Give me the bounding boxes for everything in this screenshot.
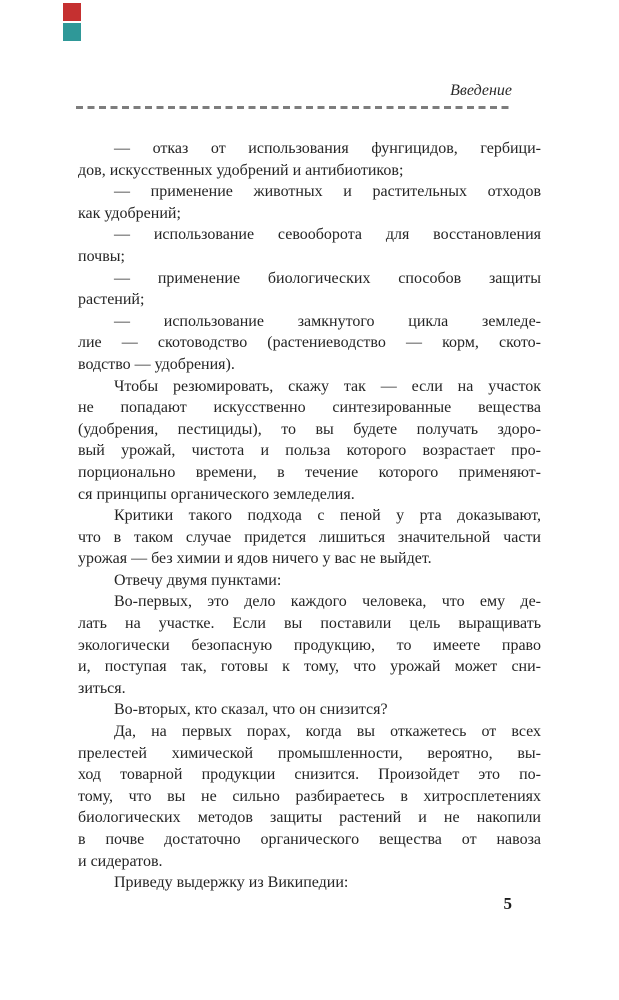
text-line: как удобрений; [78,204,181,222]
text-line: водство — удобрения). [78,355,235,373]
text-line: в почве достаточно органического вещества от навоза [78,831,541,848]
text-line: ся принципы органического земледелия. [78,485,355,503]
text-line: — использование замкнутого цикла земледе- [114,312,541,330]
text-line: и сидератов. [78,852,163,870]
paragraph [78,224,541,267]
text-line: и, поступая так, готовы к тому, что урожай может сни- [78,658,541,676]
text-line: биологических методов защиты растений и не накопили [78,809,541,827]
text-line: вый урожай, чистота и польза которого возрастает про- [78,442,541,460]
text-line: экологически безопасную продукцию, то имеете право [78,636,541,654]
text-line: дов, искусственных удобрений и антибиотиков; [78,161,404,179]
text-line: лать на участке. Если вы поставили цель выращивать [78,615,541,633]
paragraph [78,699,541,721]
paragraph [78,505,541,570]
paragraph [78,311,541,376]
red-corner-marker [63,3,81,21]
text-line: — применение биологических способов защиты [114,269,541,287]
text-line: прелестей химической промышленности, вероятно, вы- [78,744,541,762]
dashed-divider [76,106,513,109]
text-line: — отказ от использования фунгицидов, гербици- [114,140,541,157]
teal-corner-marker [63,23,81,41]
text-line: Во-вторых, кто сказал, что он снизится? [114,701,388,719]
text-line: Да, на первых порах, когда вы откажетесь от всех [114,723,541,741]
page-number: 5 [503,894,512,913]
text-line: зиться. [78,679,126,697]
text-line: урожая — без химии и ядов ничего у вас не выйдет. [78,550,432,568]
text-line: почвы; [78,247,125,265]
paragraph [78,570,541,592]
paragraph [78,181,541,224]
text-line: Отвечу двумя пунктами: [114,571,282,589]
page-body [78,138,541,894]
text-line: — применение животных и растительных отходов [114,183,541,201]
paragraph [78,138,541,181]
text-line: порционально времени, в течение которого применяют- [78,463,541,481]
paragraph [78,872,541,894]
text-line: Приведу выдержку из Википедии: [114,874,349,892]
text-line: лие — скотоводство (растениеводство — корм, ското- [78,334,541,352]
text-line: не попадают искусственно синтезированные вещества [78,399,541,417]
text-line: Критики такого подхода с пеной у рта доказывают, [114,507,541,525]
text-line: тому, что вы не сильно разбираетесь в хитросплетениях [78,787,541,805]
paragraph [78,721,541,872]
text-line: — использование севооборота для восстановления [114,226,541,244]
paragraph [78,376,541,506]
text-line: что в таком случае придется лишиться значительной части [78,528,541,546]
text-line: Чтобы резюмировать, скажу так — если на участок [114,377,541,395]
running-head [78,82,512,100]
text-line: Во-первых, это дело каждого человека, что ему де- [114,593,541,611]
text-line: ход товарной продукции снизится. Произойдет это по- [78,766,541,784]
paragraph [78,591,541,699]
chapter-title: Введение [450,82,512,99]
paragraph [78,268,541,311]
corner-markers [63,3,81,43]
text-line: растений; [78,291,145,309]
text-line: (удобрения, пестициды), то вы будете получать здоро- [78,420,541,438]
